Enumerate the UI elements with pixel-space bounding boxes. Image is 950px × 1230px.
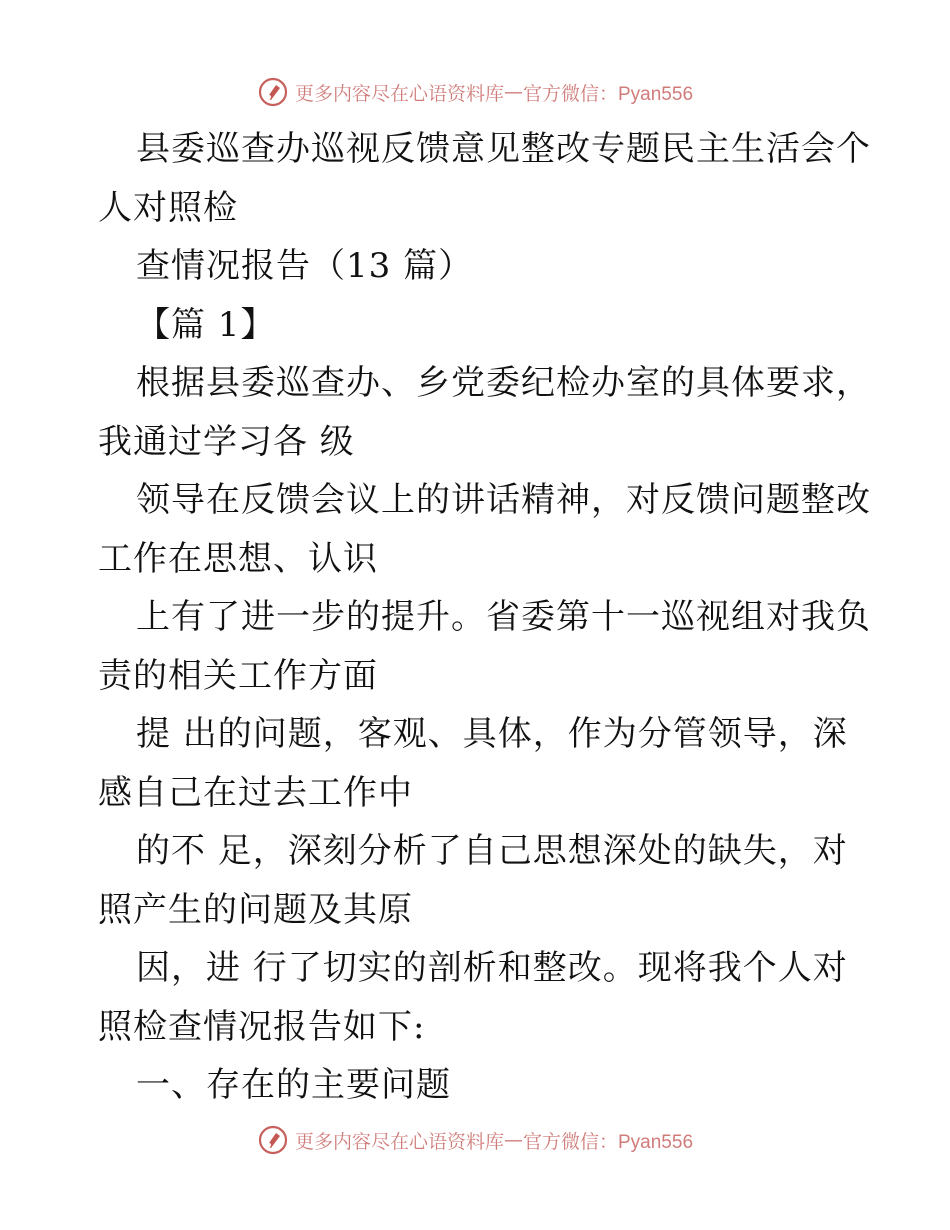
text-line: 人对照检 bbox=[98, 187, 238, 228]
watermark-text: 更多内容尽在心语资料库 bbox=[294, 82, 504, 105]
text-line: 照检查情况报告如下: bbox=[98, 1006, 426, 1047]
text-line: 根据县委巡查办、乡党委纪检办室的具体要求， bbox=[136, 363, 871, 403]
watermark-separator: — bbox=[504, 1129, 523, 1151]
text-line: 工作在思想、认识 bbox=[98, 538, 378, 579]
text-line: 我通过学习各 级 bbox=[98, 421, 355, 462]
text-line: 感自己在过去工作中 bbox=[98, 772, 413, 813]
text-line: 一、存在的主要问题 bbox=[136, 1065, 451, 1105]
watermark-contact: 官方微信：Pyan556 bbox=[523, 83, 694, 105]
text-line: 上有了进一步的提升。省委第十一巡视组对我负 bbox=[136, 597, 871, 637]
header-watermark bbox=[0, 72, 950, 112]
text-line: 照产生的问题及其原 bbox=[98, 889, 413, 930]
text-line: 领导在反馈会议上的讲话精神，对反馈问题整改 bbox=[136, 480, 871, 520]
watermark-separator: — bbox=[504, 81, 523, 103]
watermark-text: 更多内容尽在心语资料库 bbox=[294, 1130, 504, 1153]
watermark-contact: 官方微信：Pyan556 bbox=[523, 1131, 694, 1153]
text-line: 因，进 行了切实的剖析和整改。现将我个人对 bbox=[136, 948, 848, 988]
text-line: 县委巡查办巡视反馈意见整改专题民主生活会个 bbox=[136, 129, 871, 169]
pen-nib-logo-icon bbox=[257, 1124, 289, 1156]
text-line: 责的相关工作方面 bbox=[98, 655, 378, 696]
footer-watermark bbox=[0, 1120, 950, 1160]
text-line: 提 出的问题，客观、具体，作为分管领导，深 bbox=[136, 714, 848, 754]
pen-nib-logo-icon bbox=[257, 76, 289, 108]
text-line: 【篇 1】 bbox=[136, 304, 276, 345]
text-line: 查情况报告（13 篇） bbox=[136, 246, 474, 286]
text-line: 的不 足，深刻分析了自己思想深处的缺失，对 bbox=[136, 831, 848, 871]
document-body bbox=[98, 120, 871, 1115]
